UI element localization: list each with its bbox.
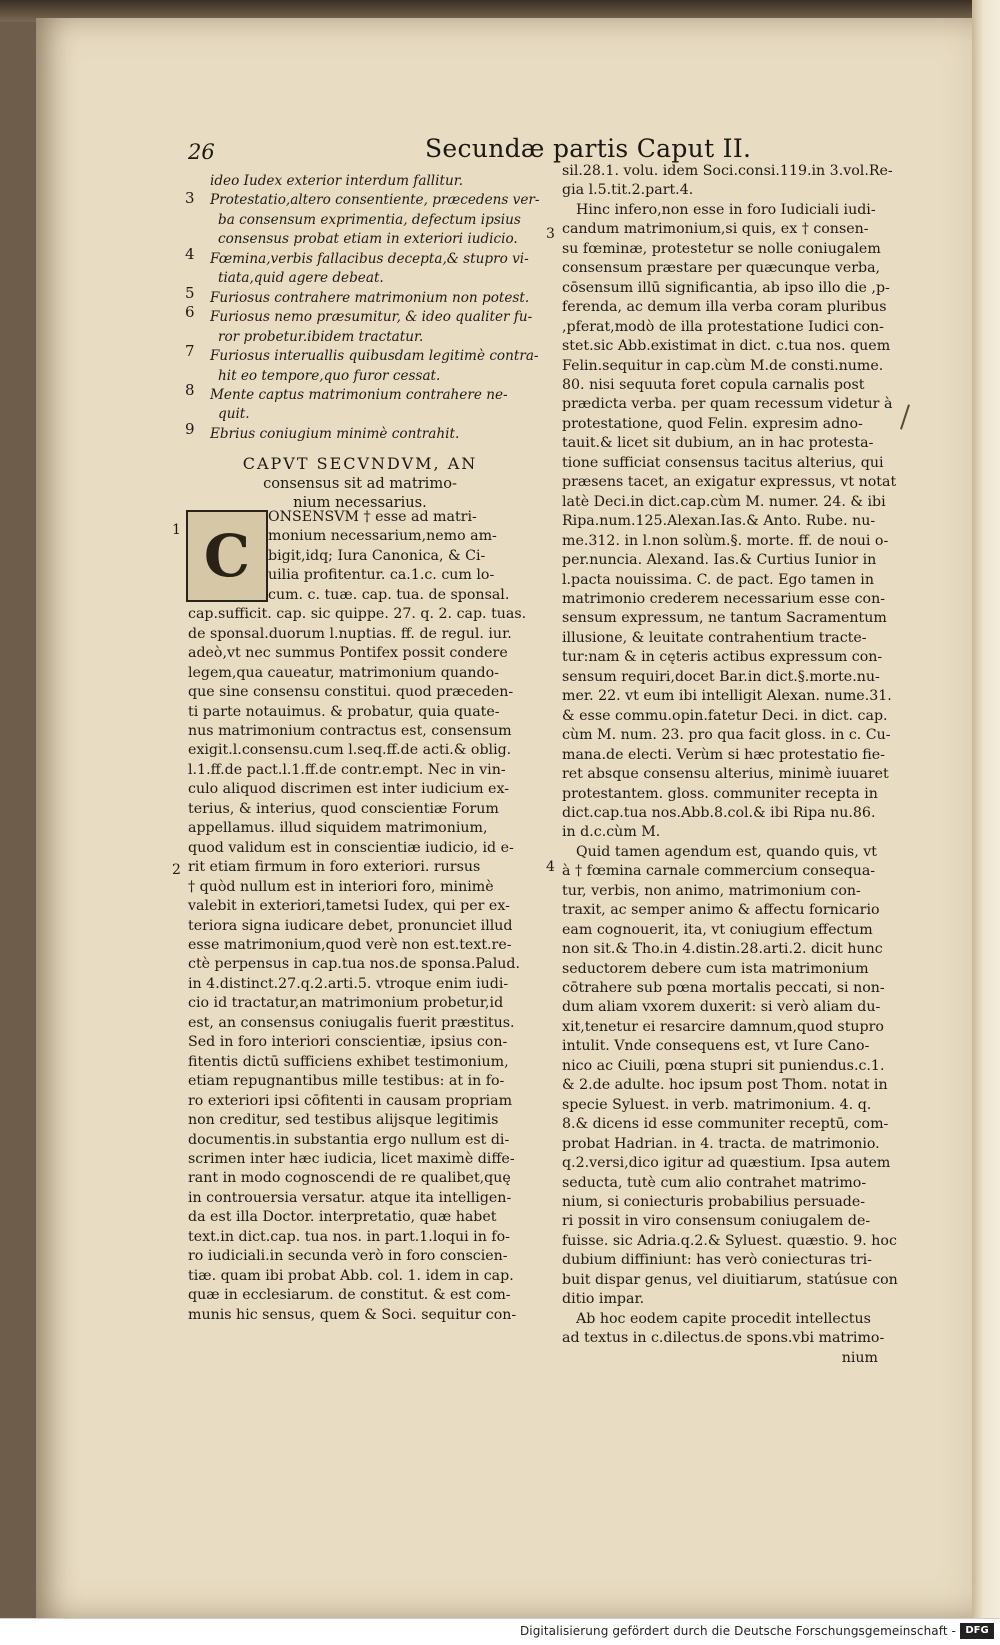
body-line: xit,tenetur ei resarcire damnum,quod stupro bbox=[562, 1018, 884, 1035]
body-line: ditio impar. bbox=[562, 1291, 645, 1308]
running-title: Secundæ partis Caput II. bbox=[425, 134, 752, 163]
body-line: in d.c.cùm M. bbox=[562, 824, 661, 841]
summary-number: 3 bbox=[185, 189, 195, 207]
body-line: tauit.& licet sit dubium, an in hac protesta- bbox=[562, 435, 874, 452]
body-line: sensum expressum, ne tantum Sacramentum bbox=[562, 610, 887, 627]
body-line: rant in modo cognoscendi de re qualibet,quę bbox=[188, 1170, 511, 1187]
body-line: uilia profitentur. ca.1.c. cum lo- bbox=[268, 567, 495, 584]
body-line: teriora signa iudicare debet, pronunciet illud bbox=[188, 917, 513, 934]
body-line: mer. 22. vt eum ibi intelligit Alexan. nume.31. bbox=[562, 688, 892, 705]
summary-number: 9 bbox=[185, 420, 195, 438]
body-line: cio id tractatur,an matrimonium probetur,id bbox=[188, 995, 504, 1012]
page-number: 26 bbox=[188, 140, 215, 164]
body-line: terius, & interius, quod conscientiæ Forum bbox=[188, 800, 499, 817]
body-line: & 2.de adulte. hoc ipsum post Thom. notat in bbox=[562, 1077, 888, 1094]
summary-number: 6 bbox=[185, 303, 195, 321]
body-line: ferenda, ac demum illa verba coram pluribus bbox=[562, 299, 887, 316]
body-line: consensum præstare per quæcunque verba, bbox=[562, 260, 881, 277]
body-line: à † fœmina carnale commercium consequa- bbox=[562, 863, 876, 880]
summary-line: Furiosus nemo præsumitur, & ideo qualiter fu- bbox=[210, 309, 533, 326]
body-line: & esse commu.opin.fatetur Deci. in dict. cap. bbox=[562, 707, 888, 724]
body-line: protestantem. gloss. communiter recepta in bbox=[562, 785, 878, 802]
body-line: que sine consensu constitui. quod præceden- bbox=[188, 684, 514, 701]
body-line: nus matrimonium contractus est, consensum bbox=[188, 722, 512, 739]
summary-line: ror probetur.ibidem tractatur. bbox=[218, 328, 424, 345]
margin-number: 4 bbox=[546, 859, 555, 875]
body-line: probat Hadrian. in 4. tracta. de matrimonio. bbox=[562, 1135, 880, 1152]
summary-line: Mente captus matrimonium contrahere ne- bbox=[210, 386, 508, 403]
body-line: cōtrahere sub pœna mortalis peccati, si non- bbox=[562, 980, 885, 997]
body-line: ret absque consensu alterius, minimè iuuaret bbox=[562, 766, 889, 783]
left-body bbox=[188, 508, 527, 1325]
body-line: ri possit in viro consensum coniugalem de- bbox=[562, 1213, 871, 1230]
margin-number: 3 bbox=[546, 226, 555, 242]
body-line: illusione, & leuitate contrahentium tracte- bbox=[562, 629, 867, 646]
body-line: tur:nam & in cęteris actibus expressum con- bbox=[562, 649, 883, 666]
body-line: cùm M. num. 23. pro qua facit gloss. in c. Cu- bbox=[562, 727, 891, 744]
body-line: rit etiam firmum in foro exteriori. rursus bbox=[188, 859, 481, 876]
margin-number: 2 bbox=[172, 862, 181, 878]
body-line: da est illa Doctor. interpretatio, quæ habet bbox=[188, 1209, 497, 1226]
body-line: ro exteriori ipsi cōfitenti in causam propriam bbox=[188, 1092, 513, 1109]
body-line: stet.sic Abb.existimat in dict. c.tua nos. quem bbox=[562, 338, 891, 355]
body-line: sil.28.1. volu. idem Soci.consi.119.in 3.vol.Re- bbox=[562, 163, 893, 179]
body-line: latè Deci.in dict.cap.cùm M. numer. 24. & ibi bbox=[562, 493, 886, 510]
body-line: ad textus in c.dilectus.de spons.vbi matrimo- bbox=[562, 1330, 885, 1347]
body-line: in 4.distinct.27.q.2.arti.5. vtroque enim iudi- bbox=[188, 975, 509, 992]
body-line: nico ac Ciuili, pœna stupri sit puniendus.c.1. bbox=[562, 1057, 885, 1074]
body-line: fitentis dictū sufficiens exhibet testimonium, bbox=[188, 1053, 509, 1070]
body-line: seductorem debere cum ista matrimonium bbox=[562, 960, 869, 977]
body-line: me.312. in l.non solùm.§. morte. ff. de noui o- bbox=[562, 532, 889, 549]
summary-line: ideo Iudex exterior interdum fallitur. bbox=[210, 173, 464, 189]
body-line: non sit.& Tho.in 4.distin.28.arti.2. dicit hunc bbox=[562, 941, 883, 958]
body-line: 80. nisi sequuta foret copula carnalis post bbox=[562, 376, 865, 393]
decorated-initial: C bbox=[186, 510, 268, 602]
body-line: quod validum est in conscientiæ iudicio, id e- bbox=[188, 839, 514, 856]
footer-credit: Digitalisierung gefördert durch die Deutsche Forschungsgemeinschaft - bbox=[519, 1624, 956, 1638]
body-line: dict.cap.tua nos.Abb.8.col.& ibi Ripa nu.86. bbox=[562, 804, 876, 821]
chapter-summary bbox=[210, 172, 540, 444]
body-line: exigit.l.consensu.cum l.seq.ff.de acti.& oblig. bbox=[188, 742, 512, 759]
body-line: tiæ. quam ibi probat Abb. col. 1. idem in cap. bbox=[188, 1267, 514, 1284]
body-line: Ripa.num.125.Alexan.Ias.& Anto. Rube. nu- bbox=[562, 513, 876, 530]
body-line: cōsensum illū significantia, ab ipso illo die ,p- bbox=[562, 279, 890, 296]
body-line: nium, si coniecturis probabilius persuade- bbox=[562, 1194, 866, 1211]
summary-number: 7 bbox=[185, 342, 195, 360]
chapter-heading: CAPVT SECVNDVM, AN bbox=[242, 454, 478, 474]
body-line: specie Syluest. in verb. matrimonium. 4. q. bbox=[562, 1096, 872, 1113]
body-line: de sponsal.duorum l.nuptias. ff. de regul. iur. bbox=[188, 625, 512, 642]
body-line: intulit. Vnde consequens est, vt Iure Cano- bbox=[562, 1038, 870, 1055]
body-line: non creditur, sed testibus alijsque legitimis bbox=[188, 1112, 499, 1129]
body-line: cap.sufficit. cap. sic quippe. 27. q. 2. cap. tuas. bbox=[188, 606, 527, 623]
scan-edge-right bbox=[972, 0, 1000, 1645]
body-line: protestatione, quod Felin. expresim adno- bbox=[562, 415, 863, 432]
body-line: monium necessarium,nemo am- bbox=[268, 528, 497, 545]
body-line: mana.de electi. Verùm si hæc protestatio fie- bbox=[562, 746, 885, 763]
body-line: ro iudiciali.in secunda verò in foro conscien- bbox=[188, 1248, 508, 1265]
footer-bar bbox=[0, 1618, 1000, 1645]
summary-line: Ebrius coniugium minimè contrahit. bbox=[210, 425, 460, 442]
body-line: 8.& dicens id esse communiter receptū, com- bbox=[562, 1116, 889, 1133]
body-line: tur, verbis, non animo, matrimonium con- bbox=[562, 882, 861, 899]
body-line: valebit in exteriori,tametsi Iudex, qui per ex- bbox=[188, 898, 510, 915]
body-line: esse matrimonium,quod verè non est.text.re- bbox=[188, 936, 512, 953]
body-line: præsens tacet, an exigatur expressus, vt notat bbox=[562, 474, 897, 491]
body-line: ,pferat,modò de illa protestatione Iudici con- bbox=[562, 318, 884, 335]
body-line: candum matrimonium,si quis, ex † consen- bbox=[562, 221, 869, 238]
body-line: dum aliam vxorem duxerit: si verò aliam du- bbox=[562, 999, 881, 1016]
summary-line: hit eo tempore,quo furor cessat. bbox=[218, 367, 441, 384]
summary-line: Fœmina,verbis fallacibus decepta,& stupro vi- bbox=[210, 250, 529, 267]
body-line: seducta, tutè cum alio contrahet matrimo- bbox=[562, 1174, 867, 1191]
body-line: Quid tamen agendum est, quando quis, vt bbox=[576, 843, 877, 860]
body-line: ctè perpensus in cap.tua nos.de sponsa.Palud. bbox=[188, 956, 521, 973]
body-line: † quòd nullum est in interiori foro, minimè bbox=[188, 878, 494, 895]
body-line: l.pacta nouissima. C. de pact. Ego tamen in bbox=[562, 571, 874, 588]
summary-number: 5 bbox=[185, 284, 195, 302]
body-line: ti parte notauimus. & probatur, quia quate- bbox=[188, 703, 500, 720]
body-line: su fœminæ, protestetur se nolle coniugalem bbox=[562, 240, 881, 257]
body-line: munis hic sensus, quem & Soci. sequitur con- bbox=[188, 1306, 517, 1323]
summary-number: 4 bbox=[185, 245, 195, 263]
summary-line: consensus probat etiam in exteriori iudicio. bbox=[218, 231, 518, 248]
body-line: culo aliquod discrimen est inter iudicium ex- bbox=[188, 781, 509, 798]
body-line: appellamus. illud siquidem matrimonium, bbox=[188, 820, 488, 837]
body-line: tione sufficiat consensus tacitus alterius, qui bbox=[562, 454, 884, 471]
body-line: q.2.versi,dico igitur ad quæstium. Ipsa autem bbox=[562, 1155, 891, 1172]
body-line: bigit,idq; Iura Canonica, & Ci- bbox=[268, 547, 486, 564]
summary-line: Protestatio,altero consentiente, præcedens ver- bbox=[210, 192, 540, 209]
body-line: text.in dict.cap. tua nos. in part.1.loqui in fo- bbox=[188, 1228, 510, 1245]
summary-line: Furiosus interuallis quibusdam legitimè contra- bbox=[210, 348, 539, 365]
chapter-subheading: consensus sit ad matrimo- bbox=[263, 474, 457, 492]
chapter-subheading: nium necessarius. bbox=[293, 494, 427, 512]
body-line: quæ in ecclesiarum. de constitut. & est com- bbox=[188, 1287, 511, 1304]
margin-number: 1 bbox=[172, 522, 181, 538]
body-line: matrimonio crederem necessarium esse con- bbox=[562, 590, 885, 607]
body-line: adeò,vt nec summus Pontifex possit condere bbox=[188, 645, 508, 662]
dfg-logo: DFG bbox=[960, 1623, 994, 1639]
body-line: per.nuncia. Alexand. Ias.& Curtius Iunior in bbox=[562, 552, 877, 569]
body-line: eam cognouerit, ita, vt coniugium effectum bbox=[562, 921, 873, 938]
body-line: est, an consensus coniugalis fuerit præstitus. bbox=[188, 1014, 515, 1031]
body-line: Sed in foro interiori conscientiæ, ipsius con- bbox=[188, 1034, 508, 1051]
body-line: cum. c. tuæ. cap. tua. de sponsal. bbox=[268, 586, 510, 603]
body-line: scrimen inter hæc iudicia, licet maximè diffe- bbox=[188, 1150, 515, 1167]
body-line: ONSENSVM † esse ad matri- bbox=[268, 509, 477, 525]
body-line: Ab hoc eodem capite procedit intellectus bbox=[576, 1310, 871, 1327]
left-column bbox=[210, 172, 540, 513]
body-line: sensum requiri,docet Bar.in dict.§.morte.nu- bbox=[562, 668, 880, 685]
summary-line: Furiosus contrahere matrimonium non potest. bbox=[210, 289, 530, 306]
body-line: dubium diffiniunt: has verò coniecturas tri- bbox=[562, 1252, 872, 1269]
summary-number: 8 bbox=[185, 381, 195, 399]
body-line: documentis.in substantia ergo nullum est di- bbox=[188, 1131, 510, 1148]
summary-line: quit. bbox=[218, 406, 250, 423]
body-line: gia l.5.tit.2.part.4. bbox=[562, 182, 694, 199]
body-line: l.1.ff.de pact.l.1.ff.de contr.empt. Nec in vin- bbox=[188, 761, 506, 778]
body-line: in controuersia versatur. atque ita intelligen- bbox=[188, 1189, 512, 1206]
body-line: prædicta verba. per quam recessum videtur à bbox=[562, 396, 893, 413]
body-line: etiam repugnantibus mille testibus: at in fo- bbox=[188, 1073, 505, 1090]
body-line: fuisse. sic Adria.q.2.& Syluest. quæstio. 9. hoc bbox=[562, 1232, 897, 1249]
summary-line: ba consensum exprimentia, defectum ipsius bbox=[218, 211, 521, 228]
body-line: nium bbox=[841, 1349, 878, 1366]
body-line: buit dispar genus, vel diuitiarum, statúsue con bbox=[562, 1271, 898, 1288]
body-line: traxit, ac semper animo & affectu fornicario bbox=[562, 902, 880, 919]
body-line: Hinc infero,non esse in foro Iudiciali iudi- bbox=[576, 201, 876, 218]
summary-line: tiata,quid agere debeat. bbox=[218, 270, 384, 287]
body-line: legem,qua caueatur, matrimonium quando- bbox=[188, 664, 499, 681]
body-line: Felin.sequitur in cap.cùm M.de consti.nume. bbox=[562, 357, 884, 374]
right-column bbox=[562, 162, 902, 1368]
